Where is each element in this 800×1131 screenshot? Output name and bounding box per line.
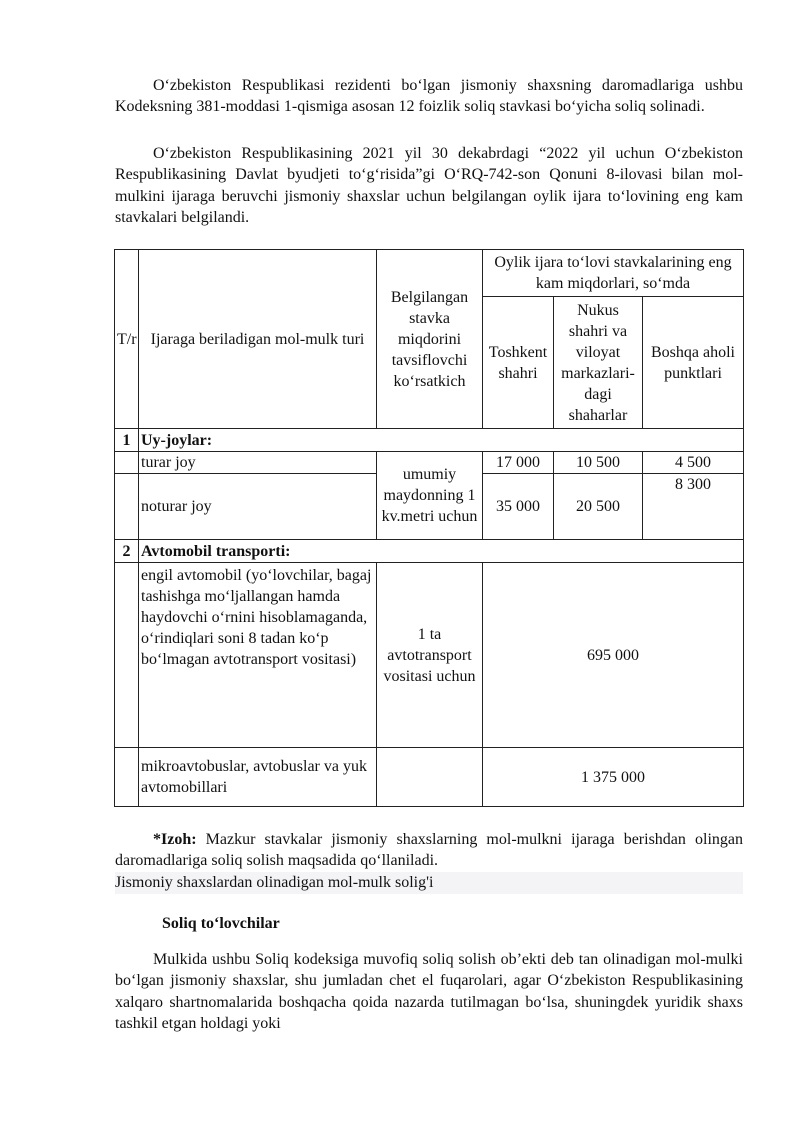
section-title: Uy-joylar:: [139, 429, 744, 452]
row-number: [115, 452, 139, 474]
property-type: turar joy: [139, 452, 377, 474]
value-other: 8 300: [643, 474, 744, 540]
value-nukus: 10 500: [554, 452, 643, 474]
header-other: Boshqa aholi punktlari: [643, 297, 744, 429]
property-type: noturar joy: [139, 474, 377, 540]
header-nukus: Nukus shahri va viloyat markazlari-dagi shaharlar: [554, 297, 643, 429]
subtitle-line: [115, 872, 743, 894]
section-heading: Soliq to‘lovchilar: [162, 915, 280, 932]
header-indicator: Belgilangan stavka miqdorini tavsiflovchi ko‘rsatkich: [377, 250, 483, 429]
rent-rates-table: [114, 249, 744, 807]
section-title: Avtomobil transporti:: [139, 540, 744, 563]
indicator-cell: [377, 748, 483, 807]
header-rate-group: Oylik ijara to‘lovi stavkalarining eng kam miqdorlari, so‘mda: [483, 250, 744, 297]
property-type: mikroavtobuslar, avtobuslar va yuk avtomobillari: [139, 748, 377, 807]
section-number: 2: [115, 540, 139, 563]
value-all-regions: 1 375 000: [483, 748, 744, 807]
indicator-cell: umumiy maydonning 1 kv.metri uchun: [377, 452, 483, 540]
indicator-cell: 1 ta avtotransport vositasi uchun: [377, 563, 483, 748]
row-number: [115, 563, 139, 748]
section-subtitle: Jismoniy shaxslardan olinadigan mol-mulk solig'i: [115, 874, 434, 891]
header-number: T/r: [115, 250, 139, 429]
value-other: 4 500: [643, 452, 744, 474]
note-paragraph: *Izoh: Mazkur stavkalar jismoniy shaxslarning mol-mulkni ijaraga berishdan olingan daromadlariga soliq solish maqsadida qo‘llaniladi.: [115, 831, 743, 870]
intro-paragraph-1: O‘zbekiston Respublikasi rezidenti bo‘lgan jismoniy shaxsning daromadlariga ushbu Kodeksning 381-moddasi 1-qismiga asosan 12 foizlik soliq stavkasi bo‘yicha soliq solinadi.: [115, 77, 743, 116]
value-all-regions: 695 000: [483, 563, 744, 748]
body-paragraph: Mulkida ushbu Soliq kodeksiga muvofiq soliq solish ob’ekti deb tan olinadigan mol-mulki bo‘lgan jismoniy shaxslar, shu jumladan chet el fuqarolari, agar O‘zbekiston Respublikasining xalqaro shartnomalarida boshqacha qoida nazarda tutilmagan bo‘lsa, shuningdek yuridik shaxs tashkil etgan holdagi yoki: [115, 951, 743, 1032]
value-nukus: 20 500: [554, 474, 643, 540]
note-label: *Izoh:: [153, 831, 197, 848]
value-tashkent: 17 000: [483, 452, 554, 474]
header-property-type: Ijaraga beriladigan mol-mulk turi: [139, 250, 377, 429]
section-number: 1: [115, 429, 139, 452]
row-number: [115, 474, 139, 540]
header-tashkent: Toshkent shahri: [483, 297, 554, 429]
value-tashkent: 35 000: [483, 474, 554, 540]
intro-paragraph-2: O‘zbekiston Respublikasining 2021 yil 30 dekabrdagi “2022 yil uchun O‘zbekiston Respublikasining Davlat byudjeti to‘g‘risida”gi O‘RQ-742-son Qonuni 8-ilovasi bilan mol-mulkini ijaraga beruvchi jismoniy shaxslar uchun belgilangan oylik ijara to‘lovining eng kam stavkalari belgilandi.: [115, 145, 743, 226]
row-number: [115, 748, 139, 807]
property-type: engil avtomobil (yo‘lovchilar, bagaj tashishga mo‘ljallangan hamda haydovchi o‘rnini hisoblamaganda, o‘rindiqlari soni 8 tadan ko‘p bo‘lmagan avtotransport vositasi): [139, 563, 377, 748]
